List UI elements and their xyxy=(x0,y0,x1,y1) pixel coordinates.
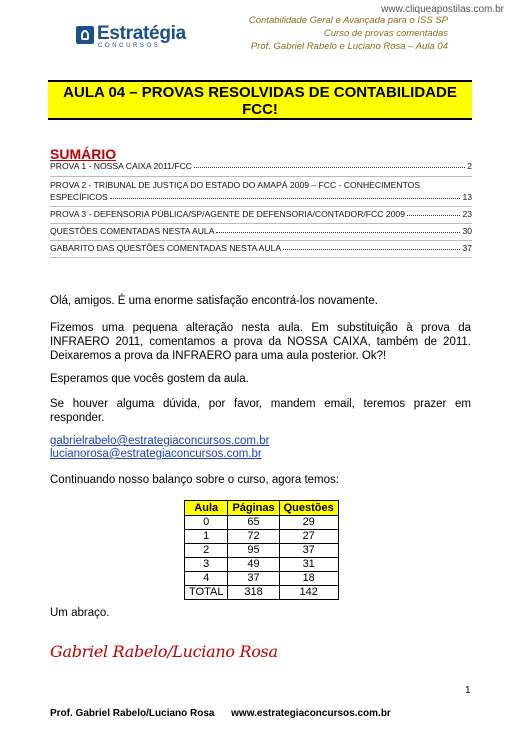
lesson-title: AULA 04 – PROVAS RESOLVIDAS DE CONTABILIDADE FCC! xyxy=(48,80,472,120)
logo-subtitle: CONCURSOS xyxy=(98,43,161,49)
page-footer: Prof. Gabriel Rabelo/Luciano Rosa www.estrategiaconcursos.com.br xyxy=(50,708,391,719)
document-header xyxy=(249,14,448,53)
toc-entry-page: 30 xyxy=(462,226,472,236)
site-url: www.cliqueapostilas.com.br xyxy=(381,4,504,15)
toc-leader xyxy=(407,215,460,216)
table-cell: 31 xyxy=(279,558,338,572)
toc-entry[interactable] xyxy=(50,209,472,219)
toc-entry-page: 13 xyxy=(462,192,472,202)
table-cell: 49 xyxy=(228,558,279,572)
owl-icon xyxy=(76,26,94,44)
toc-leader xyxy=(283,249,460,250)
table-row xyxy=(185,544,339,558)
toc-divider xyxy=(50,257,472,258)
toc-divider xyxy=(50,240,472,241)
header-course-title: Contabilidade Geral e Avançada para o ISS SP xyxy=(248,15,448,26)
column-header: Questões xyxy=(279,501,338,516)
table-cell: 95 xyxy=(228,544,279,558)
column-header: Aula xyxy=(185,501,228,516)
toc-divider xyxy=(50,206,472,207)
table-cell: 1 xyxy=(185,530,228,544)
table-cell: TOTAL xyxy=(185,586,228,600)
toc-entry-text: GABARITO DAS QUESTÕES COMENTADAS NESTA AULA xyxy=(50,243,282,253)
toc-entry[interactable] xyxy=(50,226,472,236)
table-cell: 18 xyxy=(279,572,338,586)
table-cell: 318 xyxy=(228,586,279,600)
toc-entry-text: QUESTÕES COMENTADAS NESTA AULA xyxy=(50,226,215,236)
toc-leader xyxy=(110,198,461,199)
table-cell: 142 xyxy=(279,586,338,600)
table-header-row xyxy=(185,501,339,516)
table-cell: 37 xyxy=(228,572,279,586)
table-row xyxy=(185,558,339,572)
table-cell: 4 xyxy=(185,572,228,586)
page-number: 1 xyxy=(465,685,471,696)
toc-leader xyxy=(194,167,465,168)
table-total-row xyxy=(185,586,339,600)
toc-leader xyxy=(216,232,460,233)
toc-entry-page: 37 xyxy=(462,243,472,253)
table-row xyxy=(185,572,339,586)
toc-entry-text: PROVA 1 - NOSSA CAIXA 2011/FCC xyxy=(50,161,193,171)
table-cell: 65 xyxy=(228,516,279,530)
closing-paragraph: Um abraço. xyxy=(50,607,110,619)
toc-divider xyxy=(50,223,472,224)
toc-entry-text: PROVA 3 - DEFENSORIA PÚBLICA/SP/AGENTE DE DEFENSORIA/CONTADOR/FCC 2009 xyxy=(50,209,405,219)
balance-paragraph: Continuando nosso balanço sobre o curso, agora temos: xyxy=(50,474,339,486)
email-link-luciano[interactable]: lucianorosa@estrategiaconcursos.com.br xyxy=(50,448,262,460)
toc-entry-text-line1: PROVA 2 - TRIBUNAL DE JUSTIÇA DO ESTADO DO AMAPÁ 2009 – FCC - CONHECIMENTOS xyxy=(50,180,421,190)
change-paragraph: Fizemos uma pequena alteração nesta aula. Em substituição à prova da INFRAERO 2011, comentamos a prova da NOSSA CAIXA, também de 2011. Deixaremos a prova da INFRAERO para uma aula posterior. Ok?! xyxy=(50,322,471,362)
toc-entry[interactable] xyxy=(50,161,472,171)
greeting-paragraph: Olá, amigos. É uma enorme satisfação encontrá-los novamente. xyxy=(50,295,378,307)
toc-entry-page: 2 xyxy=(467,161,472,171)
table-cell: 0 xyxy=(185,516,228,530)
table-cell: 2 xyxy=(185,544,228,558)
toc-entry[interactable] xyxy=(50,243,472,253)
table-cell: 27 xyxy=(279,530,338,544)
table-cell: 29 xyxy=(279,516,338,530)
header-authors: Prof. Gabriel Rabelo e Luciano Rosa – Aula 04 xyxy=(250,41,448,52)
toc-divider xyxy=(50,176,472,177)
course-balance-table xyxy=(184,500,339,600)
header-course-type: Curso de provas comentadas xyxy=(323,28,448,39)
table-cell: 72 xyxy=(228,530,279,544)
toc-heading: SUMÁRIO xyxy=(50,146,117,162)
toc-entry[interactable] xyxy=(50,192,472,202)
table-row xyxy=(185,530,339,544)
logo-word: Estratégia xyxy=(97,23,186,44)
questions-paragraph: Se houver alguma dúvida, por favor, mandem email, teremos prazer em responder. xyxy=(50,398,471,424)
email-link-gabriel[interactable]: gabrielrabelo@estrategiaconcursos.com.br xyxy=(50,435,270,447)
estrategia-logo xyxy=(76,24,188,50)
table-cell: 3 xyxy=(185,558,228,572)
hope-paragraph: Esperamos que vocês gostem da aula. xyxy=(50,373,249,385)
signature: Gabriel Rabelo/Luciano Rosa xyxy=(50,642,278,661)
table-cell: 37 xyxy=(279,544,338,558)
table-row xyxy=(185,516,339,530)
column-header: Páginas xyxy=(228,501,279,516)
toc-entry-text: ESPECÍFICOS xyxy=(50,192,108,202)
toc-entry-page: 23 xyxy=(462,209,472,219)
